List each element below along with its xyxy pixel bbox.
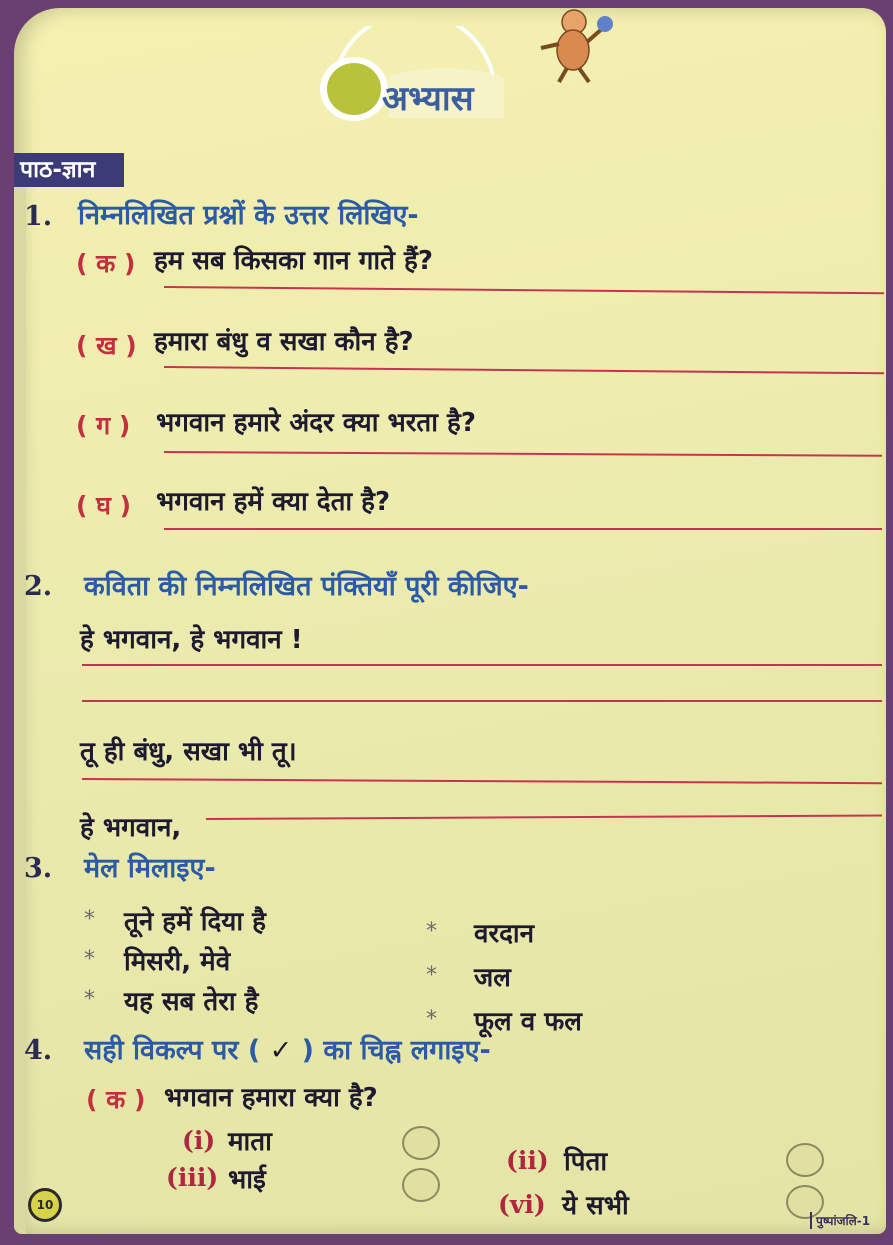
question-2-number: 2. (24, 571, 53, 602)
poem-answer-line[interactable] (82, 778, 882, 784)
q4-question-marker: ( क ) (86, 1085, 146, 1114)
q4-prompt-end: ) का चिह्न लगाइए- (301, 1035, 491, 1066)
option-label: पिता (564, 1147, 608, 1177)
q1-item-marker: ( क ) (76, 249, 136, 278)
q1-item-marker: ( घ ) (76, 491, 132, 520)
option-label: भाई (228, 1165, 266, 1195)
match-right-item[interactable]: फूल व फल (474, 1007, 582, 1037)
option-checkbox[interactable] (402, 1168, 440, 1202)
section-label: पाठ-ज्ञान (14, 153, 124, 187)
mascot-illustration (529, 8, 619, 88)
match-left-item[interactable]: यह सब तेरा है (124, 987, 259, 1017)
q1-item-text: भगवान हमें क्या देता है? (156, 487, 391, 517)
question-4-prompt (84, 1030, 491, 1067)
match-right-item[interactable]: वरदान (474, 919, 535, 949)
poem-line-1: हे भगवान, हे भगवान ! (80, 625, 303, 655)
q4-prompt-start: सही विकल्प पर ( (84, 1035, 261, 1066)
bullet-asterisk: * (426, 1007, 437, 1032)
bullet-asterisk: * (426, 963, 437, 988)
option-number: (iii) (166, 1163, 219, 1192)
bullet-asterisk: * (84, 987, 95, 1012)
poem-line-2: तू ही बंधु, सखा भी तू। (80, 737, 297, 767)
poem-answer-line[interactable] (82, 664, 882, 666)
q4-question-text: भगवान हमारा क्या है? (164, 1083, 378, 1113)
match-left-item[interactable]: मिसरी, मेवे (124, 947, 231, 977)
option-number: (ii) (506, 1146, 549, 1175)
option-checkbox[interactable] (786, 1143, 824, 1177)
question-1-prompt: निम्नलिखित प्रश्नों के उत्तर लिखिए- (78, 200, 419, 231)
q1-item-text: भगवान हमारे अंदर क्या भरता है? (156, 408, 476, 438)
option-label: माता (228, 1127, 272, 1157)
book-tag: पुष्पांजलि-1 (810, 1212, 870, 1229)
q1-item-text: हमारा बंधु व सखा कौन है? (154, 327, 414, 357)
option-number: (i) (182, 1126, 216, 1155)
bullet-asterisk: * (426, 919, 437, 944)
bullet-asterisk: * (84, 947, 95, 972)
option-number: (vi) (498, 1190, 546, 1219)
answer-line[interactable] (164, 528, 882, 530)
poem-line-3: हे भगवान, (80, 813, 182, 843)
q1-item-marker: ( ग ) (76, 411, 131, 440)
question-4-number: 4. (24, 1035, 53, 1066)
q1-item-text: हम सब किसका गान गाते हैं? (154, 246, 433, 276)
answer-line[interactable] (164, 366, 884, 374)
question-3-prompt: मेल मिलाइए- (84, 853, 216, 884)
page-title: अभ्यास (382, 79, 474, 119)
answer-line[interactable] (164, 286, 884, 294)
check-mark-icon: ✓ (269, 1035, 293, 1066)
option-checkbox[interactable] (402, 1126, 440, 1160)
page-number-badge: 10 (28, 1188, 62, 1222)
question-1-number: 1. (24, 201, 53, 232)
poem-answer-line[interactable] (206, 814, 882, 820)
poem-answer-line[interactable] (82, 700, 882, 702)
page-edge (14, 178, 26, 1234)
q1-item-marker: ( ख ) (76, 331, 137, 360)
match-left-item[interactable]: तूने हमें दिया है (124, 907, 266, 937)
question-2-prompt: कविता की निम्नलिखित पंक्तियाँ पूरी कीजिए- (84, 571, 529, 602)
workbook-page (14, 8, 886, 1234)
answer-line[interactable] (164, 451, 882, 457)
bullet-asterisk: * (84, 907, 95, 932)
question-3-number: 3. (24, 853, 53, 884)
match-right-item[interactable]: जल (474, 963, 511, 993)
option-label: ये सभी (562, 1191, 629, 1221)
